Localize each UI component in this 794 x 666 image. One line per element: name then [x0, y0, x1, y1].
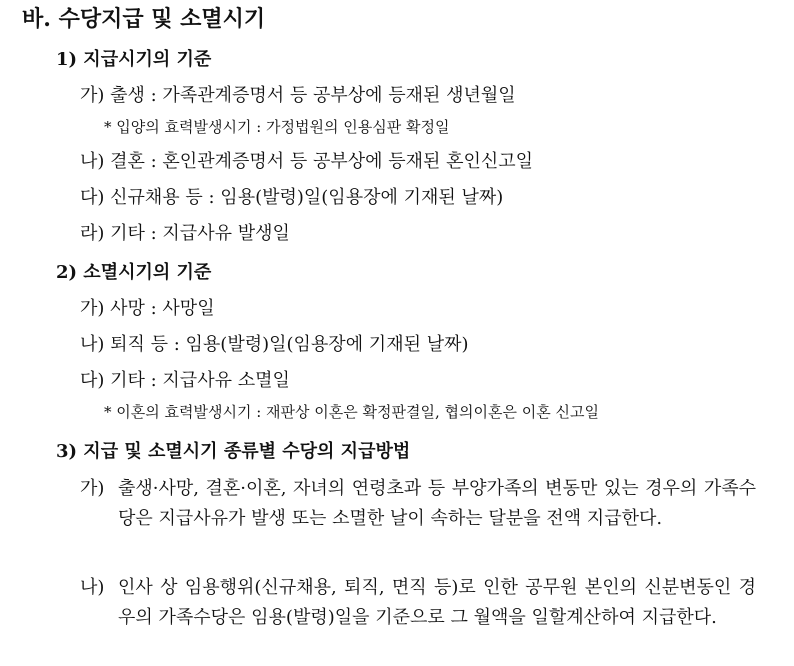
list-item: 가) 출생 : 가족관계증명서 등 공부상에 등재된 생년월일 [80, 85, 516, 106]
list-item: 나) 퇴직 등 : 임용(발령)일(임용장에 기재된 날짜) [80, 334, 469, 355]
note: * 입양의 효력발생시기 : 가정법원의 인용심판 확정일 [104, 118, 450, 136]
paragraph-marker: 가) [80, 478, 105, 499]
list-item: 다) 기타 : 지급사유 소멸일 [80, 370, 290, 391]
list-item: 다) 신규채용 등 : 임용(발령)일(임용장에 기재된 날짜) [80, 187, 504, 208]
list-item: 가) 사망 : 사망일 [80, 298, 215, 319]
paragraph [80, 474, 756, 529]
paragraph [80, 573, 756, 628]
note: * 이혼의 효력발생시기 : 재판상 이혼은 확정판결일, 협의이혼은 이혼 신고일 [104, 403, 599, 421]
paragraph-text: 인사 상 임용행위(신규채용, 퇴직, 면직 등)로 인한 공무원 본인의 신분변동인 경우의 가족수당은 임용(발령)일을 기준으로 그 월액을 일할계산하여 지급한다. [118, 577, 756, 628]
subsection-heading: 1) 지급시기의 기준 [56, 49, 212, 70]
list-item: 나) 결혼 : 혼인관계증명서 등 공부상에 등재된 혼인신고일 [80, 151, 534, 172]
paragraph-text: 출생·사망, 결혼·이혼, 자녀의 연령초과 등 부양가족의 변동만 있는 경우의 가족수당은 지급사유가 발생 또는 소멸한 날이 속하는 달분을 전액 지급한다. [118, 478, 756, 529]
paragraph-marker: 나) [80, 577, 105, 598]
subsection-heading: 2) 소멸시기의 기준 [56, 262, 212, 283]
list-item: 라) 기타 : 지급사유 발생일 [80, 223, 290, 244]
section-title: 바. 수당지급 및 소멸시기 [22, 6, 266, 32]
subsection-heading: 3) 지급 및 소멸시기 종류별 수당의 지급방법 [56, 441, 411, 462]
